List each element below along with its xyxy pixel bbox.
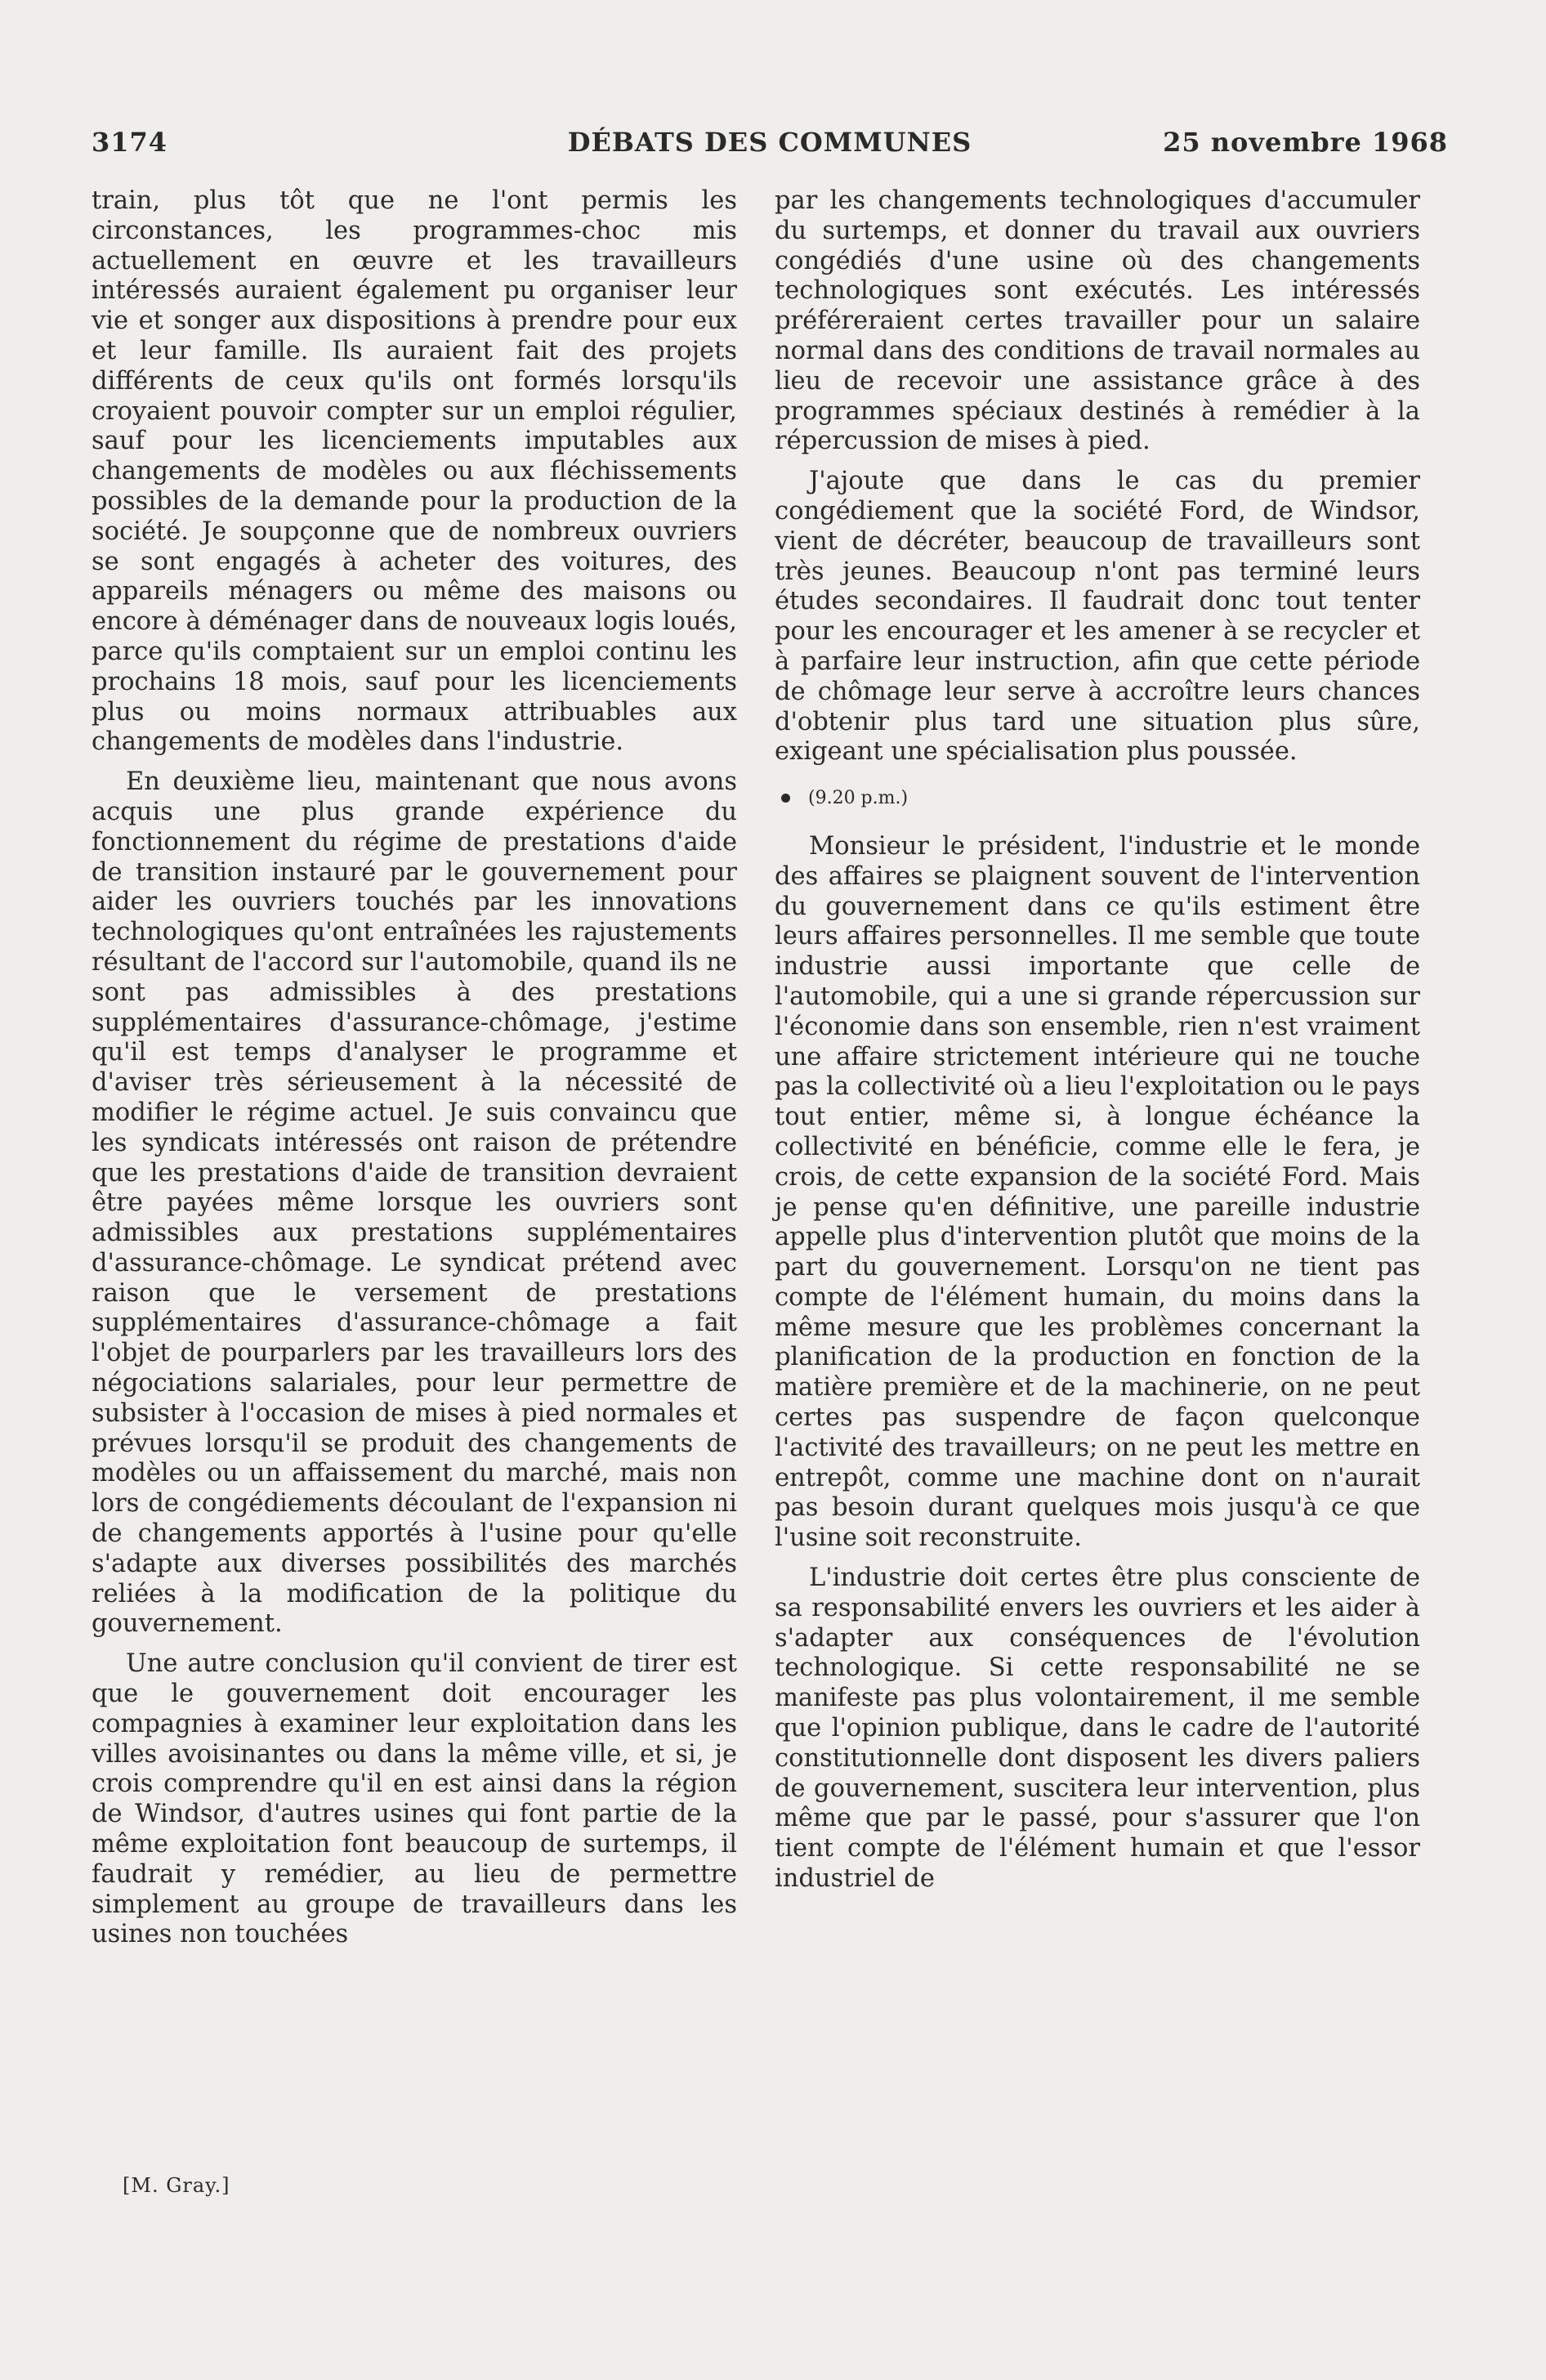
timestamp: (9.20 p.m.): [808, 788, 909, 809]
paragraph: Une autre conclusion qu'il convient de tirer est que le gouvernement doit encourager les compagnies à examiner leur exploitation dans les villes avoisinantes ou dans la même ville, et si, je crois comprendre qu'il en est ainsi dans la région de Windsor, d'autres usines qui font partie de la même exploitation font beaucoup de surtemps, il faudrait y remédier, au lieu de permettre simplement au groupe de travailleurs dans les usines non touchées: [92, 1649, 737, 1949]
left-column: [92, 186, 737, 1960]
paragraph: L'industrie doit certes être plus consciente de sa responsabilité envers les ouvriers et les aider à s'adapter aux conséquences de l'évolution technologique. Si cette responsabilité ne se manifeste pas plus volontairement, il me semble que l'opinion publique, dans le cadre de l'autorité constitutionnelle dont disposent les divers paliers de gouvernement, suscitera leur intervention, plus même que par le passé, pour s'assurer que l'on tient compte de l'élément humain et que l'essor industriel de: [775, 1564, 1420, 1894]
right-column: [775, 186, 1420, 1904]
paragraph: train, plus tôt que ne l'ont permis les circonstances, les programmes-choc mis actuellement en œuvre et les travailleurs intéressés auraient également pu organiser leur vie et songer aux dispositions à prendre pour eux et leur famille. Ils auraient fait des projets différents de ceux qu'ils ont formés lorsqu'ils croyaient pouvoir compter sur un emploi régulier, sauf pour les licenciements imputables aux changements de modèles ou aux fléchissements possibles de la demande pour la production de la société. Je soupçonne que de nombreux ouvriers se sont engagés à acheter des voitures, des appareils ménagers ou même des maisons ou encore à déménager dans de nouveaux logis loués, parce qu'ils comptaient sur un emploi continu les prochains 18 mois, sauf pour les licenciements plus ou moins normaux attribuables aux changements de modèles dans l'industrie.: [92, 186, 737, 757]
paragraph: Monsieur le président, l'industrie et le monde des affaires se plaignent souvent de l'intervention du gouvernement dans ce qu'ils estiment être leurs affaires personnelles. Il me semble que toute industrie aussi importante que celle de l'automobile, qui a une si grande répercussion sur l'économie dans son ensemble, rien n'est vraiment une affaire strictement intérieure qui ne touche pas la collectivité où a lieu l'exploitation ou le pays tout entier, même si, à longue échéance la collectivité en bénéficie, comme elle le fera, je crois, de cette expansion de la société Ford. Mais je pense qu'en définitive, une pareille industrie appelle plus d'intervention plutôt que moins de la part du gouvernement. Lorsqu'on ne tient pas compte de l'élément humain, du moins dans la même mesure que les problèmes concernant la planification de la production en fonction de la matière première et de la machinerie, on ne peut certes pas suspendre de façon quelconque l'activité des travailleurs; on ne peut les mettre en entrepôt, comme une machine dont on n'aurait pas besoin durant quelques mois jusqu'à ce que l'usine soit reconstruite.: [775, 831, 1420, 1553]
speaker-attribution: [M. Gray.]: [123, 2174, 230, 2197]
publication-title: DÉBATS DES COMMUNES: [567, 127, 972, 158]
bullet-icon: [781, 794, 790, 803]
paragraph: J'ajoute que dans le cas du premier congédiement que la société Ford, de Windsor, vient de décréter, beaucoup de travailleurs sont très jeunes. Beaucoup n'ont pas terminé leurs études secondaires. Il faudrait donc tout tenter pour les encourager et les amener à se recycler et à parfaire leur instruction, afin que cette période de chômage leur serve à accroître leurs chances d'obtenir plus tard une situation plus sûre, exigeant une spécialisation plus poussée.: [775, 467, 1420, 767]
paragraph: par les changements technologiques d'accumuler du surtemps, et donner du travail aux ouvriers congédiés d'une usine où des changements technologiques sont exécutés. Les intéressés préféreraient certes travailler pour un salaire normal dans des conditions de travail normales au lieu de recevoir une assistance grâce à des programmes spéciaux destinés à remédier à la répercussion de mises à pied.: [775, 186, 1420, 456]
timestamp-line: [775, 784, 1420, 814]
paragraph: En deuxième lieu, maintenant que nous avons acquis une plus grande expérience du fonctionnement du régime de prestations d'aide de transition instauré par le gouvernement pour aider les ouvriers touchés par les innovations technologiques qu'ont entraînées les rajustements résultant de l'accord sur l'automobile, quand ils ne sont pas admissibles à des prestations supplémentaires d'assurance-chômage, j'estime qu'il est temps d'analyser le programme et d'aviser très sérieusement à la nécessité de modifier le régime actuel. Je suis convaincu que les syndicats intéressés ont raison de prétendre que les prestations d'aide de transition devraient être payées même lorsque les ouvriers sont admissibles aux prestations supplémentaires d'assurance-chômage. Le syndicat prétend avec raison que le versement de prestations supplémentaires d'assurance-chômage a fait l'objet de pourparlers par les travailleurs lors des négociations salariales, pour leur permettre de subsister à l'occasion de mises à pied normales et prévues lorsqu'il se produit des changements de modèles ou un affaissement du marché, mais non lors de congédiements découlant de l'expansion ni de changements apportés à l'usine pour qu'elle s'adapte aux diverses possibilités des marchés reliées à la modification de la politique du gouvernement.: [92, 767, 737, 1639]
page-number: 3174: [92, 127, 168, 158]
page-header: [92, 127, 1448, 163]
page-date: 25 novembre 1968: [1163, 127, 1448, 158]
